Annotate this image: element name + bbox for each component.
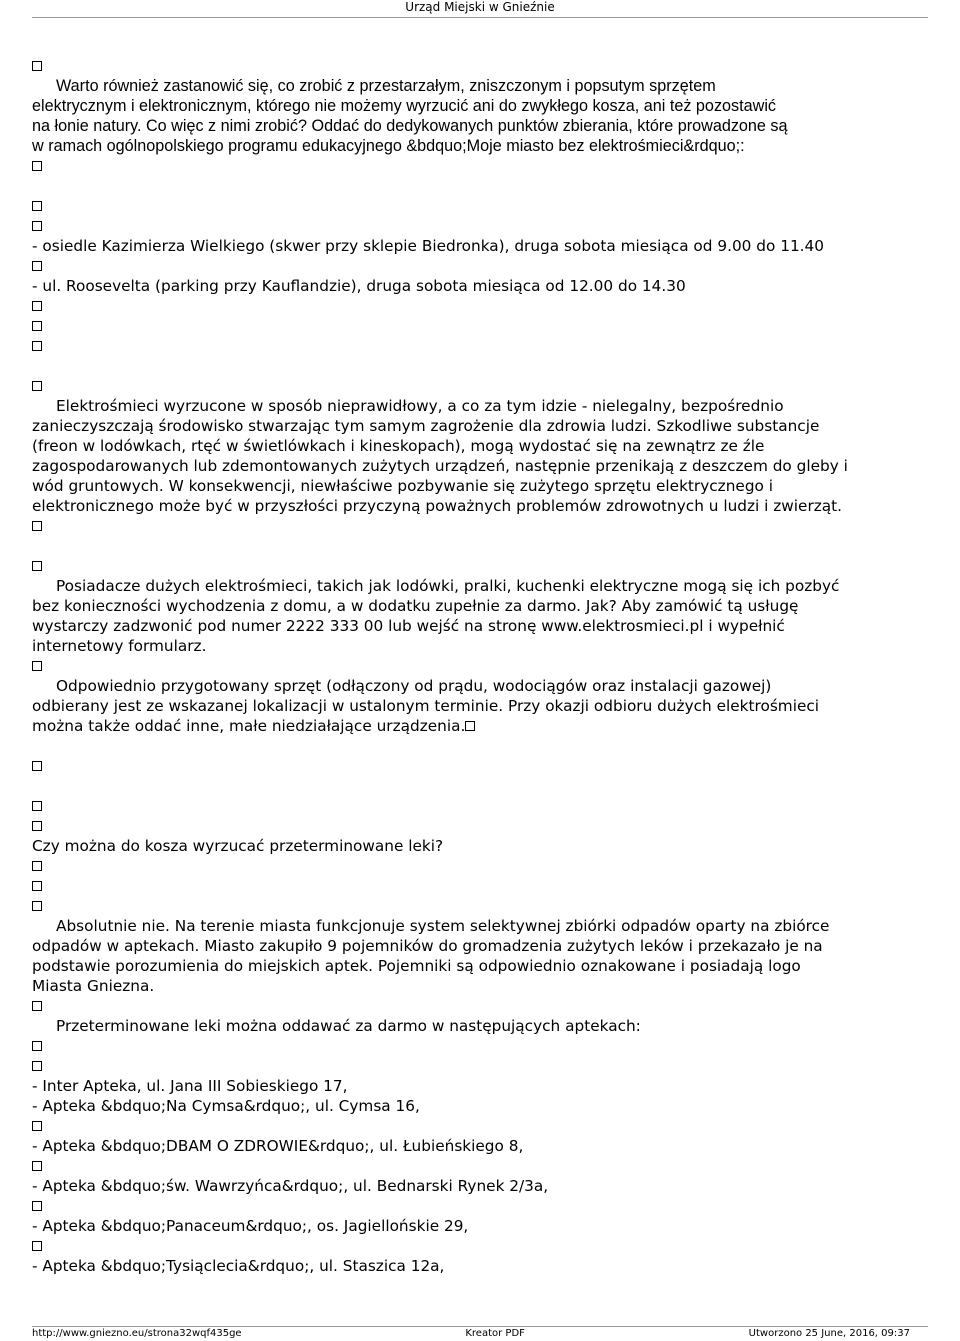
checkbox-placeholder-icon <box>32 861 42 871</box>
paragraph-medicines: Absolutnie nie. Na terenie miasta funkcjonuje system selektywnej zbiórki odpadów oparty na zbiórce odpadów w aptekach. Miasto zakupiło 9 pojemników do gromadzenia zużytych leków i przekazało je na podstawie porozumienia do miejskich aptek. Pojemniki są odpowiednio oznakowane i posiadają logo Miasta Gniezna. <box>32 917 830 995</box>
checkbox-row <box>32 796 912 816</box>
collection-point-2: - ul. Roosevelta (parking przy Kauflandzie), druga sobota miesiąca od 12.00 do 14.30 <box>32 277 686 295</box>
checkbox-placeholder-icon <box>32 761 42 771</box>
checkbox-row <box>32 656 912 676</box>
document-body <box>32 56 912 1276</box>
pharmacy-item: - Apteka &bdquo;Na Cymsa&rdquo;, ul. Cymsa 16, <box>32 1097 420 1115</box>
checkbox-row <box>32 816 912 836</box>
footer-rule <box>32 1326 928 1327</box>
checkbox-placeholder-icon <box>32 341 42 351</box>
paragraph-hazards: Elektrośmieci wyrzucone w sposób nieprawidłowy, a co za tym idzie - nielegalny, bezpośrednio zanieczyszczają środowisko stwarzając tym samym zagrożenie dla zdrowia ludzi. Szkodliwe substancje (freon w lodówkach, rtęć w świetlówkach i kineskopach), mogą wydostać się na zewnątrz ze źle zagospodarowanych lub zdemontowanych zużytych urządzeń, następnie przenikają z deszczem do gleby i wód gruntowych. W konsekwencji, niewłaściwe pozbywanie się zużytego sprzętu elektrycznego i elektronicznego może być w przyszłości przyczyną poważnych problemów zdrowotnych u ludzi i zwierząt. <box>32 397 848 515</box>
checkbox-row <box>32 56 912 76</box>
checkbox-placeholder-icon <box>32 61 42 71</box>
checkbox-row <box>32 1056 912 1076</box>
pharmacies-intro: Przeterminowane leki można oddawać za darmo w następujących aptekach: <box>56 1017 641 1035</box>
checkbox-row <box>32 1196 912 1216</box>
checkbox-placeholder-icon <box>32 221 42 231</box>
checkbox-placeholder-icon <box>32 1001 42 1011</box>
checkbox-row <box>32 1116 912 1136</box>
checkbox-row <box>32 876 912 896</box>
checkbox-row <box>32 516 912 556</box>
checkbox-placeholder-icon <box>32 161 42 171</box>
checkbox-row <box>32 996 912 1016</box>
checkbox-row <box>32 1236 912 1256</box>
page-header <box>0 0 960 16</box>
checkbox-placeholder-icon <box>32 661 42 671</box>
checkbox-placeholder-icon <box>32 561 42 571</box>
checkbox-row <box>32 216 912 236</box>
footer-created: Utworzono 25 June, 2016, 09:37 <box>748 1328 910 1339</box>
header-title: Urząd Miejski w Gnieźnie <box>405 0 555 14</box>
paragraph-intro: Warto również zastanowić się, co zrobić z przestarzałym, zniszczonym i popsutym sprzętem elektrycznym i elektronicznym, którego nie możemy wyrzucić ani do zwykłego kosza, ani też pozostawić na łonie natury. Co więc z nimi zrobić? Oddać do dedykowanych punktów zbierania, które prowadzone są w ramach ogólnopolskiego programu edukacyjnego &bdquo;Moje miasto bez elektrośmieci&rdquo;: <box>32 77 788 155</box>
question-heading: Czy można do kosza wyrzucać przeterminowane leki? <box>32 837 444 855</box>
paragraph-large-waste: Posiadacze dużych elektrośmieci, takich jak lodówki, pralki, kuchenki elektryczne mogą się ich pozbyć bez konieczności wychodzenia z domu, a w dodatku zupełnie za darmo. Jak? Aby zamówić tą usługę wystarczy zadzwonić pod numer 2222 333 00 lub wejść na stronę www.elektrosmieci.pl i wypełnić internetowy formularz. <box>32 577 840 655</box>
checkbox-placeholder-icon <box>32 881 42 891</box>
checkbox-row <box>32 296 912 316</box>
checkbox-placeholder-icon <box>32 301 42 311</box>
paragraph-pickup: Odpowiednio przygotowany sprzęt (odłączony od prądu, wodociągów oraz instalacji gazowej) odbierany jest ze wskazanej lokalizacji w ustalonym terminie. Przy okazji odbioru dużych elektrośmieci można także oddać inne, małe niedziałające urządzenia. <box>32 677 820 735</box>
checkbox-row <box>32 316 912 336</box>
checkbox-placeholder-icon <box>32 901 42 911</box>
checkbox-row <box>32 856 912 876</box>
footer-generator: Kreator PDF <box>465 1328 525 1339</box>
checkbox-row <box>32 1036 912 1056</box>
pharmacy-item: - Apteka &bdquo;św. Wawrzyńca&rdquo;, ul. Bednarski Rynek 2/3a, <box>32 1177 549 1195</box>
header-rule <box>32 17 928 18</box>
checkbox-row <box>32 156 912 196</box>
checkbox-placeholder-icon <box>32 201 42 211</box>
checkbox-row <box>32 376 912 396</box>
checkbox-placeholder-icon <box>32 321 42 331</box>
checkbox-placeholder-icon <box>32 1241 42 1251</box>
checkbox-placeholder-icon <box>32 1201 42 1211</box>
pharmacy-item: - Apteka &bdquo;Panaceum&rdquo;, os. Jagiellońskie 29, <box>32 1217 469 1235</box>
checkbox-placeholder-icon <box>32 261 42 271</box>
checkbox-placeholder-icon <box>32 801 42 811</box>
checkbox-row <box>32 756 912 796</box>
checkbox-placeholder-icon <box>32 1161 42 1171</box>
checkbox-placeholder-icon <box>32 521 42 531</box>
checkbox-row <box>32 1156 912 1176</box>
checkbox-row <box>32 896 912 916</box>
footer-url[interactable]: http://www.gniezno.eu/strona32wqf435ge <box>32 1328 242 1339</box>
spacer <box>32 736 912 756</box>
collection-point-1: - osiedle Kazimierza Wielkiego (skwer przy sklepie Biedronka), druga sobota miesiąca od 9.00 do 11.40 <box>32 237 825 255</box>
pharmacy-item: - Apteka &bdquo;DBAM O ZDROWIE&rdquo;, ul. Łubieńskiego 8, <box>32 1137 524 1155</box>
checkbox-placeholder-icon <box>32 821 42 831</box>
checkbox-placeholder-icon <box>32 1061 42 1071</box>
checkbox-placeholder-icon <box>32 1121 42 1131</box>
checkbox-placeholder-icon <box>32 1041 42 1051</box>
pharmacy-item: - Apteka &bdquo;Tysiąclecia&rdquo;, ul. Staszica 12a, <box>32 1257 445 1275</box>
checkbox-row <box>32 196 912 216</box>
checkbox-placeholder-icon <box>465 721 475 731</box>
checkbox-row <box>32 556 912 576</box>
checkbox-row <box>32 336 912 376</box>
pharmacy-item: - Inter Apteka, ul. Jana III Sobieskiego 17, <box>32 1077 348 1095</box>
page-footer <box>32 1328 910 1340</box>
checkbox-placeholder-icon <box>32 381 42 391</box>
checkbox-row <box>32 256 912 276</box>
